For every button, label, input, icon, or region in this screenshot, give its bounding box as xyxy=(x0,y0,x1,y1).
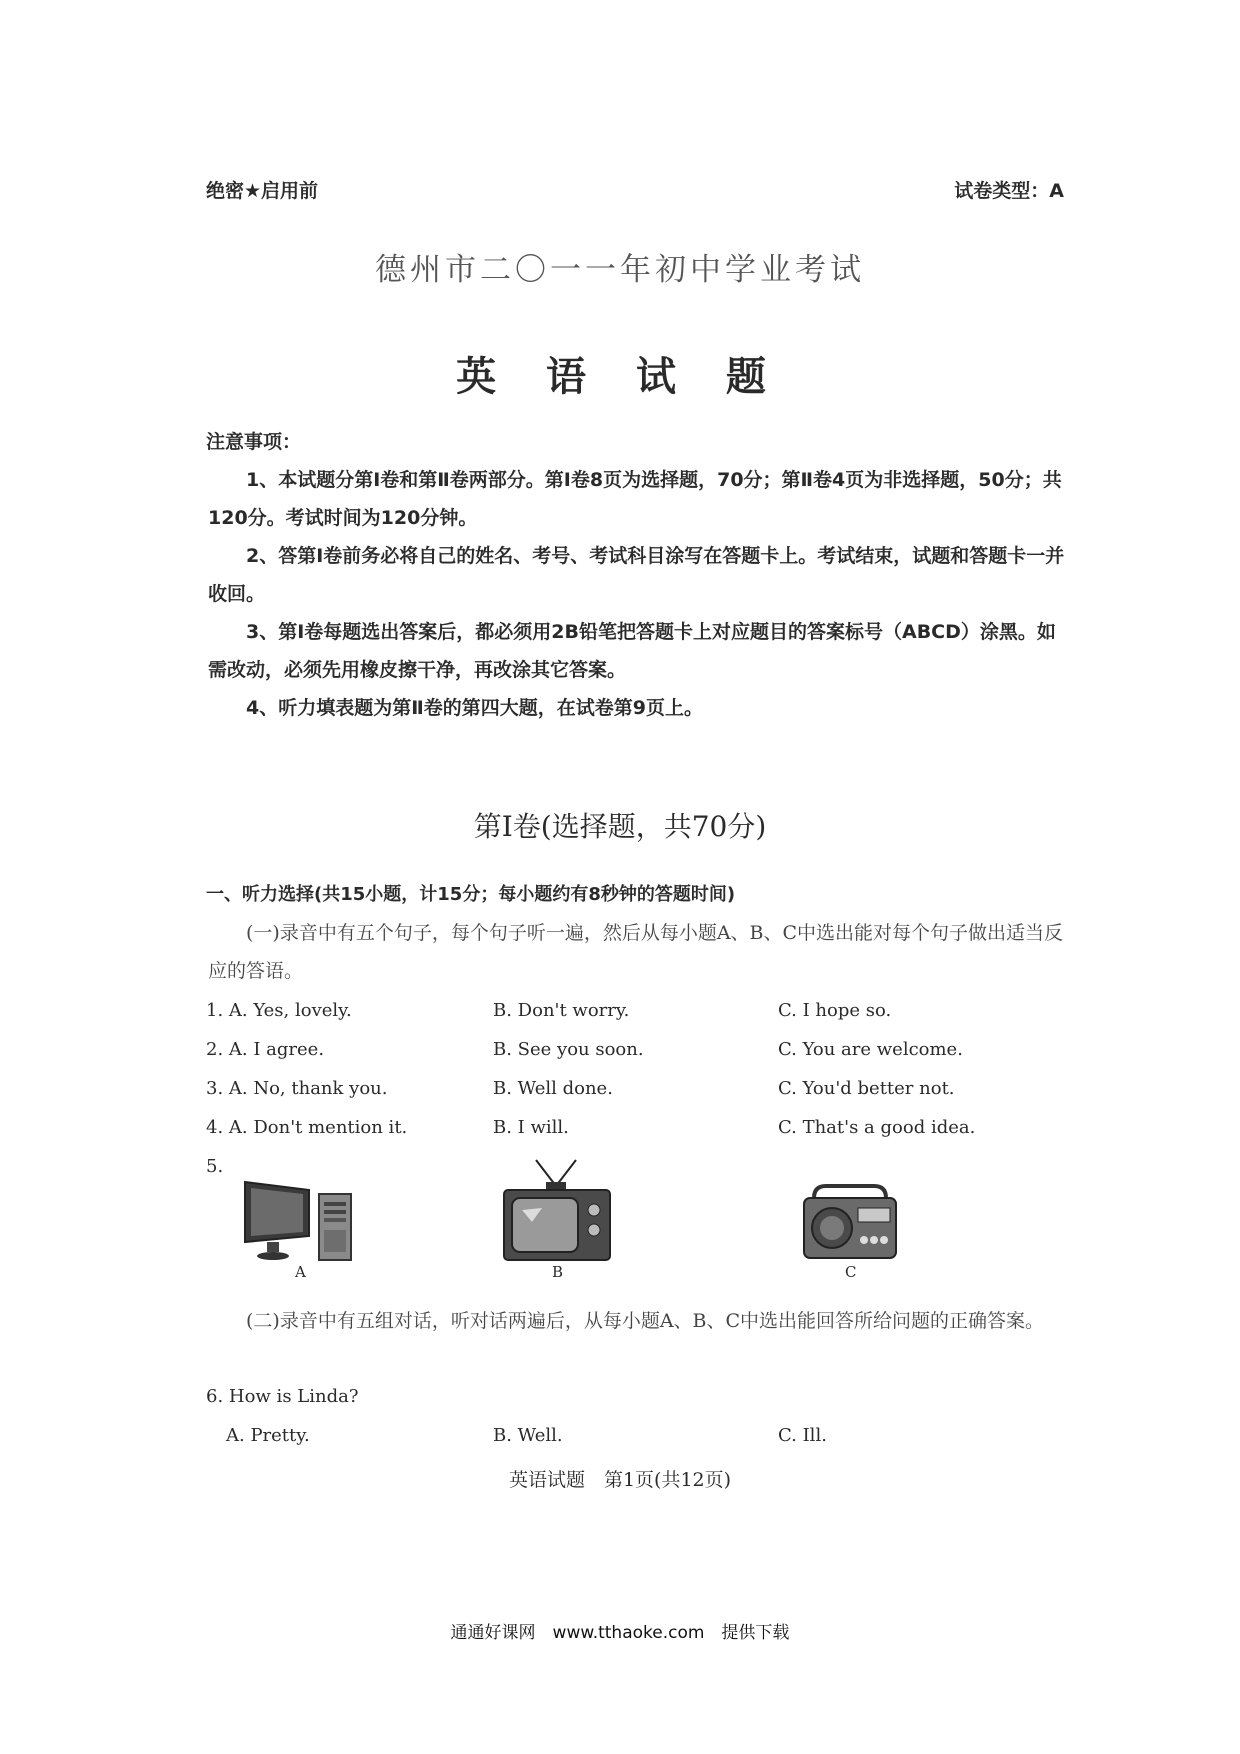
q4-option-a: 4. A. Don't mention it. xyxy=(206,1117,408,1138)
note-item: 1、本试题分第Ⅰ卷和第Ⅱ卷两部分。第Ⅰ卷8页为选择题，70分；第Ⅱ卷4页为非选择题，50分；共120分。考试时间为120分钟。 xyxy=(208,469,1062,529)
sub1-instruction: (一)录音中有五个句子，每个句子听一遍，然后从每小题A、B、C中选出能对每个句子做出适当反应的答语。 xyxy=(208,922,1064,982)
q6-option-b: B. Well. xyxy=(493,1425,563,1446)
q5-label-b: B xyxy=(552,1263,564,1281)
paper-type-label: 试卷类型：A xyxy=(954,180,1064,202)
secret-label: 绝密★启用前 xyxy=(206,180,319,202)
section-title: 第Ⅰ卷(选择题，共70分) xyxy=(473,810,767,843)
q4-option-b: B. I will. xyxy=(493,1117,569,1138)
q5-label-c: C xyxy=(845,1263,857,1281)
note-item: 2、答第Ⅰ卷前务必将自己的姓名、考号、考试科目涂写在答题卡上。考试结束，试题和答题卡一并收回。 xyxy=(208,545,1065,605)
note-item: 4、听力填表题为第Ⅱ卷的第四大题，在试卷第9页上。 xyxy=(246,697,703,719)
q6-question: 6. How is Linda? xyxy=(206,1386,359,1407)
q3-option-b: B. Well done. xyxy=(493,1078,613,1099)
sub2-instruction: (二)录音中有五组对话，听对话两遍后，从每小题A、B、C中选出能回答所给问题的正确答案。 xyxy=(246,1310,1045,1332)
q6-option-a: A. Pretty. xyxy=(226,1425,310,1446)
q5-number: 5. xyxy=(206,1156,224,1177)
q2-option-c: C. You are welcome. xyxy=(778,1039,963,1060)
q3-option-c: C. You'd better not. xyxy=(778,1078,955,1099)
part-heading: 一、听力选择(共15小题，计15分；每小题约有8秒钟的答题时间) xyxy=(206,884,736,905)
download-source-link[interactable]: 通通好课网 www.tthaoke.com 提供下载 xyxy=(450,1623,790,1643)
television-icon xyxy=(502,1158,612,1268)
q5-label-a: A xyxy=(295,1263,306,1281)
note-item: 3、第Ⅰ卷每题选出答案后，都必须用2B铅笔把答题卡上对应题目的答案标号（ABCD）涂黑。如需改动，必须先用橡皮擦干净，再改涂其它答案。 xyxy=(208,621,1056,681)
q2-option-a: 2. A. I agree. xyxy=(206,1039,325,1060)
subject-title: 英 语 试 题 xyxy=(456,354,784,400)
exam-city-title: 德州市二〇一一年初中学业考试 xyxy=(375,252,865,288)
q1-option-c: C. I hope so. xyxy=(778,1000,892,1021)
q4-option-c: C. That's a good idea. xyxy=(778,1117,976,1138)
notes-heading: 注意事项： xyxy=(206,431,302,453)
page-number: 英语试题 第1页(共12页) xyxy=(508,1469,732,1491)
computer-icon xyxy=(243,1180,355,1268)
q6-option-c: C. Ill. xyxy=(778,1425,827,1446)
q3-option-a: 3. A. No, thank you. xyxy=(206,1078,388,1099)
radio-icon xyxy=(802,1184,898,1264)
q2-option-b: B. See you soon. xyxy=(493,1039,644,1060)
q1-option-b: B. Don't worry. xyxy=(493,1000,630,1021)
q1-option-a: 1. A. Yes, lovely. xyxy=(206,1000,352,1021)
